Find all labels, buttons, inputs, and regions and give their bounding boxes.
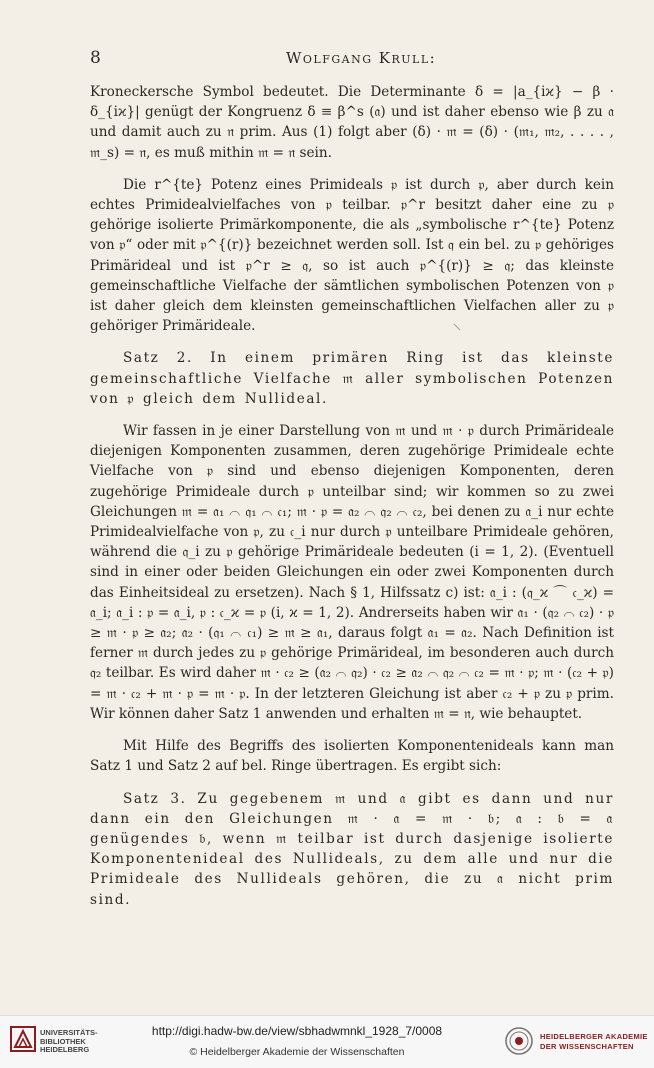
body-text <box>90 82 614 910</box>
paragraph-continuation: Kroneckersche Symbol bedeutet. Die Determinante δ = |a_{iϰ} − β · δ_{iϰ}| genügt der Kongruenz δ ≡ β^s (𝔞) und ist daher ebenso wie β zu 𝔞 und damit auch zu 𝔫 prim. Aus (1) folgt aber (δ) · 𝔪 = (δ) · (𝔪₁, 𝔪₂, . . . . , 𝔪_s) = 𝔫, es muß mithin 𝔪 = 𝔫 sein. <box>90 84 614 161</box>
university-library-logo[interactable] <box>10 1026 130 1060</box>
academy-seal-icon <box>504 1026 534 1056</box>
running-title: Wolfgang Krull: <box>286 49 437 67</box>
paragraph-transfer: Mit Hilfe des Begriffs des isolierten Komponentenideals kann man Satz 1 und Satz 2 auf bel. Ringe übertragen. Es ergibt sich: <box>90 738 614 775</box>
academy-logo[interactable] <box>504 1026 650 1060</box>
theorem-satz-2: Satz 2. In einem primären Ring ist das kleinste gemeinschaftliche Vielfache 𝔪 aller symbolischen Potenzen von 𝔭 gleich dem Nullideal. <box>90 350 614 407</box>
paragraph-symbolic-power: Die r^{te} Potenz eines Primideals 𝔭 ist durch 𝔭, aber durch kein echtes Primidealvielfaches von 𝔭 teilbar. 𝔭^r besitzt daher eine zu 𝔭 gehörige isolierte Primärkomponente, die als „symbolische r^{te} Potenz von 𝔭“ oder mit 𝔭^{(r)} bezeichnet werden soll. Ist 𝔮 ein bel. zu 𝔭 gehöriges Primärideal und ist 𝔭^r ≥ 𝔮, so ist auch 𝔭^{(r)} ≥ 𝔮; das kleinste gemeinschaftliche Vielfache der sämtlichen symbolischen Potenzen von 𝔭 ist daher gleich dem kleinsten gemeinschaftlichen Vielfachen aller zu 𝔭 gehöriger Primärideale. <box>90 176 614 335</box>
paragraph-proof: Wir fassen in je einer Darstellung von 𝔪 und 𝔪 · 𝔭 durch Primärideale diejenigen Komponenten zusammen, deren zugehörige Primideale echte Vielfache von 𝔭 sind und ebenso diejenigen Komponenten, deren zugehörige Primideale durch 𝔭 unteilbar sind; wir kommen so zu zwei Gleichungen 𝔪 = 𝔞₁ ⌒ 𝔮₁ ⌒ 𝔠₁; 𝔪 · 𝔭 = 𝔞₂ ⌒ 𝔮₂ ⌒ 𝔠₂, bei denen zu 𝔞_i nur echte Primidealvielfache von 𝔭, zu 𝔠_i nur durch 𝔭 unteilbare Primideale gehören, während die 𝔮_i zu 𝔭 gehörige Primärideale bedeuten (i = 1, 2). (Eventuell sind in einer oder beiden Gleichungen ein oder zwei Komponenten durch das Einheitsideal zu ersetzen). Nach § 1, Hilfssatz c) ist: 𝔞_i : (𝔮_ϰ ⌒ 𝔠_ϰ) = 𝔞_i; 𝔞_i : 𝔭 = 𝔞_i, 𝔭 : 𝔠_ϰ = 𝔭 (i, ϰ = 1, 2). Andrerseits haben wir 𝔞₁ · (𝔮₂ ⌒ 𝔠₂) · 𝔭 ≥ 𝔪 · 𝔭 ≥ 𝔞₂; 𝔞₂ · (𝔮₁ ⌒ 𝔠₁) ≥ 𝔪 ≥ 𝔞₁, daraus folgt 𝔞₁ = 𝔞₂. Nach Definition ist ferner 𝔪 durch jedes zu 𝔭 gehörige Primärideal, im besonderen auch durch 𝔮₂ teilbar. Es wird daher 𝔪 · 𝔠₂ ≥ (𝔞₂ ⌒ 𝔮₂) · 𝔠₂ ≥ 𝔞₂ ⌒ 𝔮₂ ⌒ 𝔠₂ = 𝔪 · 𝔭; 𝔪 · (𝔠₂ + 𝔭) = 𝔪 · 𝔠₂ + 𝔪 · 𝔭 = 𝔪 · 𝔭. In der letzteren Gleichung ist aber 𝔠₂ + 𝔭 zu 𝔭 prim. Wir können daher Satz 1 anwenden und erhalten 𝔪 = 𝔫, wie behauptet. <box>90 423 614 722</box>
page-number: 8 <box>90 48 101 68</box>
running-head <box>90 48 610 70</box>
library-crest-icon <box>10 1026 36 1052</box>
viewer-footer <box>0 1015 654 1068</box>
permalink-url[interactable]: http://digi.hadw-bw.de/view/sbhadwmnkl_1928_7/0008 <box>151 1024 443 1038</box>
library-logo-text: UNIVERSITÄTS-BIBLIOTHEK HEIDELBERG <box>40 1028 98 1054</box>
theorem-satz-3: Satz 3. Zu gegebenem 𝔪 und 𝔞 gibt es dann und nur dann ein den Gleichungen 𝔪 · 𝔞 = 𝔪 · 𝔟; 𝔞 : 𝔟 = 𝔞 genügendes 𝔟, wenn 𝔪 teilbar ist durch dasjenige isolierte Komponentenideal des Nullideals, zu dem alle und nur die Primideale des Nullideals gehören, die zu 𝔞 nicht prim sind. <box>90 790 614 908</box>
pen-mark-icon <box>452 322 462 332</box>
copyright-notice: © Heidelberger Akademie der Wissenschaften <box>189 1046 405 1058</box>
academy-logo-text: HEIDELBERGER AKADEMIE DER WISSENSCHAFTEN <box>540 1032 648 1051</box>
